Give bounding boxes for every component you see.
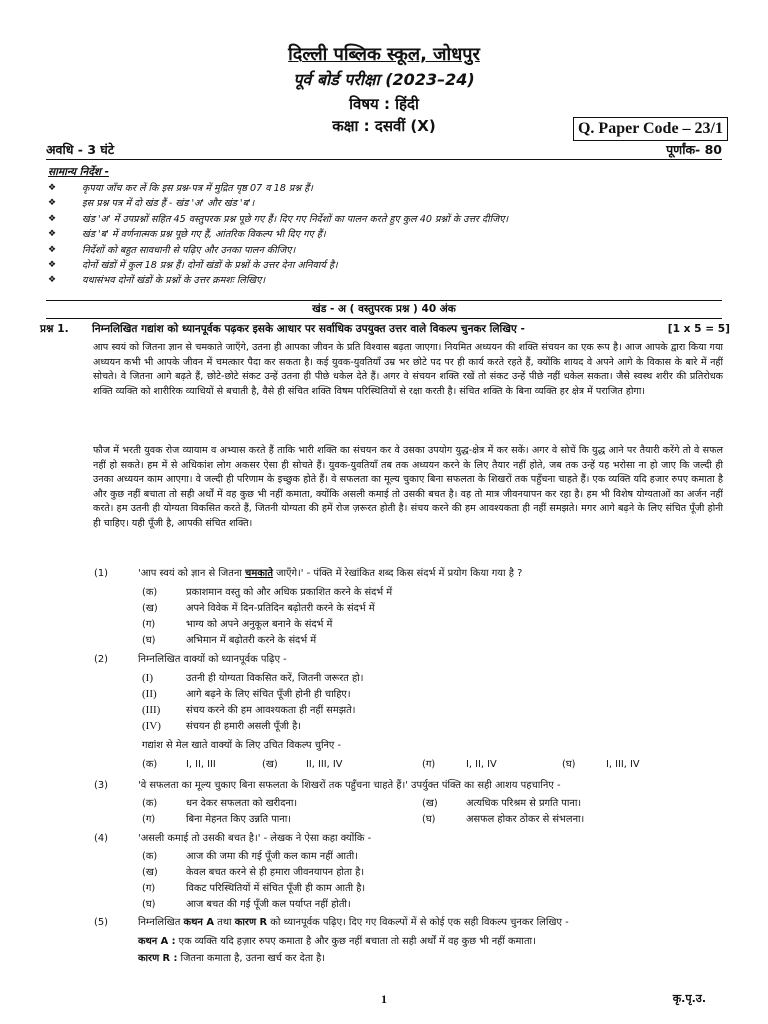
option-item: (ख) अत्यधिक परिश्रम से प्रगति पाना। (422, 798, 582, 809)
question-1-header (40, 323, 730, 336)
class-line: कक्षा : दसवीं (X) (332, 117, 436, 135)
duration-marks-row (46, 142, 722, 160)
diamond-bullet-icon: ❖ (48, 183, 57, 193)
sub-question-text: 'वे सफलता का मूल्य चुकाए बिना सफलता के शिखरों तक पहुँचना चाहते हैं।' उपर्युक्त पंक्ति का सही आशय पहचानिए - (138, 780, 561, 791)
diamond-bullet-icon: ❖ (48, 213, 57, 224)
sub-question-number: (3) (94, 780, 108, 791)
exam-title: पूर्व बोर्ड परीक्षा (2023–24) (293, 70, 475, 89)
option-item: (ग) भाग्य को अपने अनुकूल बनाने के संदर्भ में (142, 619, 333, 630)
option-item: (क) प्रकाशमान वस्तु को और अधिक प्रकाशित करने के संदर्भ में (142, 587, 393, 598)
duration: अवधि - 3 घंटे (46, 142, 115, 157)
instruction-item: ❖ खंड 'अ' में उपप्रश्नों सहित 45 वस्तुपरक प्रश्न पूछे गए हैं। दिए गए निर्देशों का पालन करते हुए कुल 40 प्रश्नों के उत्तर दीजिए। (48, 214, 728, 229)
instruction-item: ❖ इस प्रश्न पत्र में दो खंड हैं - खंड 'अ' और खंड 'ब'। (48, 198, 728, 213)
option-item: (घ) आज बचत की गई पूँजी कल पर्याप्त नहीं होती। (142, 899, 351, 910)
sub-question-text: निम्नलिखित वाक्यों को ध्यानपूर्वक पढ़िए - (138, 654, 287, 665)
reason-line: कारण R : जितना कमाता है, उतना खर्च कर देता है। (138, 953, 326, 964)
section-divider-bottom (46, 318, 722, 319)
sub-question-number: (5) (94, 917, 108, 928)
question-number: प्रश्न 1. (40, 323, 69, 335)
sub-question-text: निम्नलिखित कथन A तथा कारण R को ध्यानपूर्वक पढ़िए। दिए गए विकल्पों में से कोई एक सही विकल्प चुनकर लिखिए - (138, 917, 569, 928)
option-item: (क) आज की जमा की गई पूँजी कल काम नहीं आती। (142, 851, 358, 862)
option-item: (ख) II, III, IV (262, 759, 343, 770)
diamond-bullet-icon: ❖ (48, 244, 57, 255)
instruction-item: ❖ खंड 'ब' में वर्णनात्मक प्रश्न पूछे गए हैं, आंतरिक विकल्प भी दिए गए हैं। (48, 229, 728, 244)
section-divider-top (46, 300, 722, 301)
diamond-bullet-icon: ❖ (48, 198, 57, 209)
statement-item: (IV) संचयन ही हमारी असली पूँजी है। (142, 720, 301, 732)
option-item: (घ) अभिमान में बढ़ोतरी करने के संदर्भ में (142, 635, 317, 646)
assertion-label: कथन A (183, 917, 214, 928)
option-item: (क) धन देकर सफलता को खरीदना। (142, 798, 298, 809)
sub-question-prompt: गद्यांश से मेल खाते वाक्यों के लिए उचित विकल्प चुनिए - (142, 740, 341, 751)
passage-paragraph-2: फौज में भरती युवक रोज व्यायाम व अभ्यास करते हैं ताकि भारी शक्ति का संचयन कर वे उसका उपयोग युद्ध-क्षेत्र में कर सकें। अगर वे सोचें कि युद्ध आने पर तैयारी करेंगे तो वे सफल नहीं हो सकते। हम में से अधिकांश लोग अकसर ऐसा ही सोचते हैं। युवक-युवतियाँ तब तक अध्ययन करने के लिए तैयार नहीं होते, जब तक उन्हें यह भरोसा ना हो जाए कि जल्दी ही उनका अध्ययन काम आएगा। वे जल्दी ही परिणाम के इच्छुक होते हैं। वे सफलता का मूल्य चुकाए बिना सफलता के शिखरों तक पहुँचना चाहते हैं। एक व्यक्ति यदि हजार रुपए कमाता है और कुछ नहीं बचाता तो सही अर्थों में वह कुछ भी नहीं कमाता, क्योंकि असली कमाई तो उसकी बचत है। वह तो मात्र जीवनयापन कर रहा है। हम भी विशेष योग्यताओं का अर्जन नहीं करते। हम उतनी ही योग्यता विकसित करते हैं, जितनी योग्यता की हमें रोज ज़रूरत होती है। संचय करने की हम आवश्यकता ही नहीं समझते। मगर आगे बढ़ने के लिए संचित पूँजी होनी ही चाहिए। यही पूँजी है, आपकी संचित शक्ति। (93, 445, 723, 529)
instruction-item: ❖ यथासंभव दोनों खंडों के प्रश्नों के उत्तर क्रमशः लिखिए। (48, 275, 728, 290)
reason-label: कारण R (234, 917, 268, 928)
option-item: (घ) I, III, IV (562, 759, 640, 770)
max-marks: पूर्णांक- 80 (666, 142, 722, 157)
assertion-line: कथन A : एक व्यक्ति यदि हज़ार रुपए कमाता है और कुछ नहीं बचाता तो सही अर्थों में वह कुछ भी नहीं कमाता। (138, 936, 536, 947)
option-item: (ग) I, II, IV (422, 759, 497, 770)
statement-item: (I) उतनी ही योग्यता विकसित करें, जितनी जरूरत हो। (142, 672, 364, 684)
option-item: (ख) केवल बचत करने से ही हमारा जीवनयापन होता है। (142, 867, 365, 878)
statement-item: (III) संचय करने की हम आवश्यकता ही नहीं समझते। (142, 704, 356, 716)
paper-code-box: Q. Paper Code – 23/1 (573, 117, 728, 141)
subject-line: विषय : हिंदी (349, 95, 419, 113)
please-turn-over: कृ.पृ.उ. (672, 992, 706, 1005)
instructions-list (48, 183, 728, 291)
question-text: निम्नलिखित गद्यांश को ध्यानपूर्वक पढ़कर इसके आधार पर सर्वाधिक उपयुक्त उत्तर वाले विकल्प चुनकर लिखिए - (92, 323, 525, 335)
instructions-title: सामान्य निर्देश - (48, 166, 109, 178)
class-row (0, 117, 768, 141)
option-item: (घ) असफल होकर ठोकर से संभलना। (422, 814, 585, 825)
option-item: (ग) बिना मेहनत किए उन्नति पाना। (142, 814, 291, 825)
passage-paragraph-1: आप स्वयं को जितना ज्ञान से चमकाते जाएँगे, उतना ही आपका जीवन के प्रति विश्वास बढ़ता जाएगा। नियमित अध्ययन की शक्ति संचयन का एक रूप है। आज आपके द्वारा किया गया अध्ययन कभी भी आपके जीवन में चमत्कार पैदा कर सकता है। कई युवक-युवतियाँ उम्र भर छोटे पद पर ही कार्य करते रहते हैं, क्योंकि शायद वे अपने आगे के विकास के बारे में नहीं सोचते। वे जितना आगे बढ़ते हैं, छोटे-छोटे संकट उन्हें उतना ही पीछे धकेल देते हैं। अगर वे संचयन शक्ति रखें तो संकट उन्हें पीछे नहीं धकेल सकता। जैसे स्वस्थ शरीर की प्रतिरोधक शक्ति व्यक्ति को शारीरिक व्याधियों से बचाती है, वैसे ही संचित शक्ति विषम परिस्थितियों से रक्षा करती है। संचित शक्ति के बिना व्यक्ति हर क्षेत्र में पराजित होगा। (93, 342, 723, 397)
diamond-bullet-icon: ❖ (48, 229, 57, 240)
diamond-bullet-icon: ❖ (48, 259, 57, 270)
diamond-bullet-icon: ❖ (48, 275, 57, 286)
instruction-item: ❖ कृपया जाँच कर लें कि इस प्रश्न-पत्र में मुद्रित पृष्ठ 07 व 18 प्रश्न हैं। (48, 183, 728, 198)
statement-item: (II) आगे बढ़ने के लिए संचित पूँजी होनी ही चाहिए। (142, 688, 351, 700)
option-item: (ख) अपने विवेक में दिन-प्रतिदिन बढ़ोतरी करने के संदर्भ में (142, 603, 375, 614)
school-name: दिल्ली पब्लिक स्कूल, जोधपुर (288, 44, 480, 65)
underlined-word: चमकाते (245, 568, 273, 579)
option-item: (ग) विकट परिस्थितियों में संचित पूँजी ही काम आती है। (142, 883, 366, 894)
page-number: 1 (381, 992, 387, 1006)
sub-question-text: 'आप स्वयं को ज्ञान से जितना चमकाते जाएँगे।' - पंक्ति में रेखांकित शब्द किस संदर्भ में प्रयोग किया गया है ? (138, 568, 523, 579)
sub-question-text: 'असली कमाई तो उसकी बचत है।' - लेखक ने ऐसा कहा क्योंकि - (138, 833, 372, 844)
sub-question-number: (4) (94, 833, 108, 844)
instruction-item: ❖ निर्देशों को बहुत सावधानी से पढ़िए और उनका पालन कीजिए। (48, 245, 728, 260)
instruction-item: ❖ दोनों खंडों में कुल 18 प्रश्न हैं। दोनों खंडों के प्रश्नों के उत्तर देना अनिवार्य है। (48, 260, 728, 275)
question-marks: [1 x 5 = 5] (667, 323, 730, 335)
sub-question-number: (2) (94, 654, 108, 665)
option-item: (क) I, II, III (142, 759, 216, 770)
sub-question-number: (1) (94, 568, 108, 579)
section-heading: खंड - अ ( वस्तुपरक प्रश्न ) 40 अंक (312, 303, 456, 315)
